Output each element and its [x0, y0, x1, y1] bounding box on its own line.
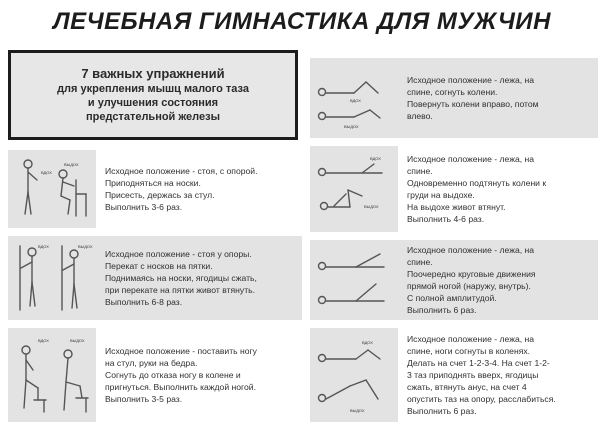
exercise-card-3	[8, 328, 302, 422]
exercise-text-2: Исходное положение - стоя у опоры. Перекат с носков на пятки. Поднимаясь на носки, ягодицы сжать, при перекате на пятки живот втянуть. Выполнить 6-8 раз.	[96, 236, 302, 320]
exercise-illustration-1	[8, 150, 96, 228]
leg-circles-figures-icon	[310, 240, 398, 320]
exercise-7-label-exhale: ВЫДОХ	[350, 408, 365, 413]
exercise-text-5: Исходное положение - лежа, на спине. Одновременно подтянуть колени к груди на выдохе. На выдохе живот втянут. Выполнить 4-6 раз.	[398, 146, 598, 232]
exercise-2-label-inhale: ВДОХ	[38, 244, 49, 249]
intro-line-1: 7 важных упражнений	[81, 66, 225, 81]
exercise-text-6: Исходное положение - лежа, на спине. Поочередно круговые движения прямой ногой (наружу, внутрь). С полной амплитудой. Выполнить 6 раз.	[398, 240, 598, 320]
intro-line-3: и улучшения состояния	[87, 97, 219, 109]
exercise-1-label-exhale: ВЫДОХ	[64, 162, 79, 167]
exercise-5-label-inhale: ВДОХ	[370, 156, 381, 161]
exercise-illustration-3	[8, 328, 96, 422]
exercise-illustration-6	[310, 240, 398, 320]
exercise-4-label-exhale: ВЫДОХ	[344, 124, 359, 129]
intro-line-2: для укрепления мышц малого таза	[57, 83, 249, 95]
exercise-illustration-4	[310, 58, 398, 138]
exercise-card-4	[310, 58, 598, 138]
exercise-illustration-7	[310, 328, 398, 422]
exercise-text-4: Исходное положение - лежа, на спине, согнуть колени. Повернуть колени вправо, потом влево.	[398, 58, 598, 138]
exercise-illustration-5	[310, 146, 398, 232]
knees-to-chest-figures-icon	[310, 146, 398, 232]
exercise-5-label-exhale: ВЫДОХ	[364, 204, 379, 209]
intro-box	[8, 50, 298, 140]
exercise-text-7: Исходное положение - лежа, на спине, ноги согнуты в коленях. Делать на счет 1-2-3-4. На счет 1-2- 3 таз приподнять вверх, ягодицы сжать, втянуть анус, на счет 4 опустить таз на опору, расслабиться. Выполнить 6 раз.	[398, 328, 598, 422]
exercise-3-label-inhale: ВДОХ	[38, 338, 49, 343]
exercise-card-7	[310, 328, 598, 422]
exercise-card-5	[310, 146, 598, 232]
exercise-card-1	[8, 150, 302, 228]
exercise-1-label-inhale: ВДОХ	[41, 170, 52, 175]
exercise-text-3: Исходное положение - поставить ногу на стул, руки на бедра. Согнуть до отказа ногу в колене и пригнуться. Выполнить каждой ногой. Выполнить 3-5 раз.	[96, 328, 302, 422]
page-title: ЛЕЧЕБНАЯ ГИМНАСТИКА ДЛЯ МУЖЧИН	[53, 8, 551, 35]
exercise-4-label-inhale: ВДОХ	[350, 98, 361, 103]
exercise-illustration-2	[8, 236, 96, 320]
exercise-7-label-inhale: ВДОХ	[362, 340, 373, 345]
exercise-3-label-exhale: ВЫДОХ	[70, 338, 85, 343]
intro-line-4: предстательной железы	[86, 111, 220, 123]
exercise-card-2	[8, 236, 302, 320]
exercise-text-1: Исходное положение - стоя, с опорой. Приподняться на носки. Присесть, держась за стул. Выполнить 3-6 раз.	[96, 150, 302, 228]
exercise-2-label-exhale: ВЫДОХ	[78, 244, 93, 249]
exercise-card-6	[310, 240, 598, 320]
standing-chair-figures-icon	[8, 150, 96, 228]
